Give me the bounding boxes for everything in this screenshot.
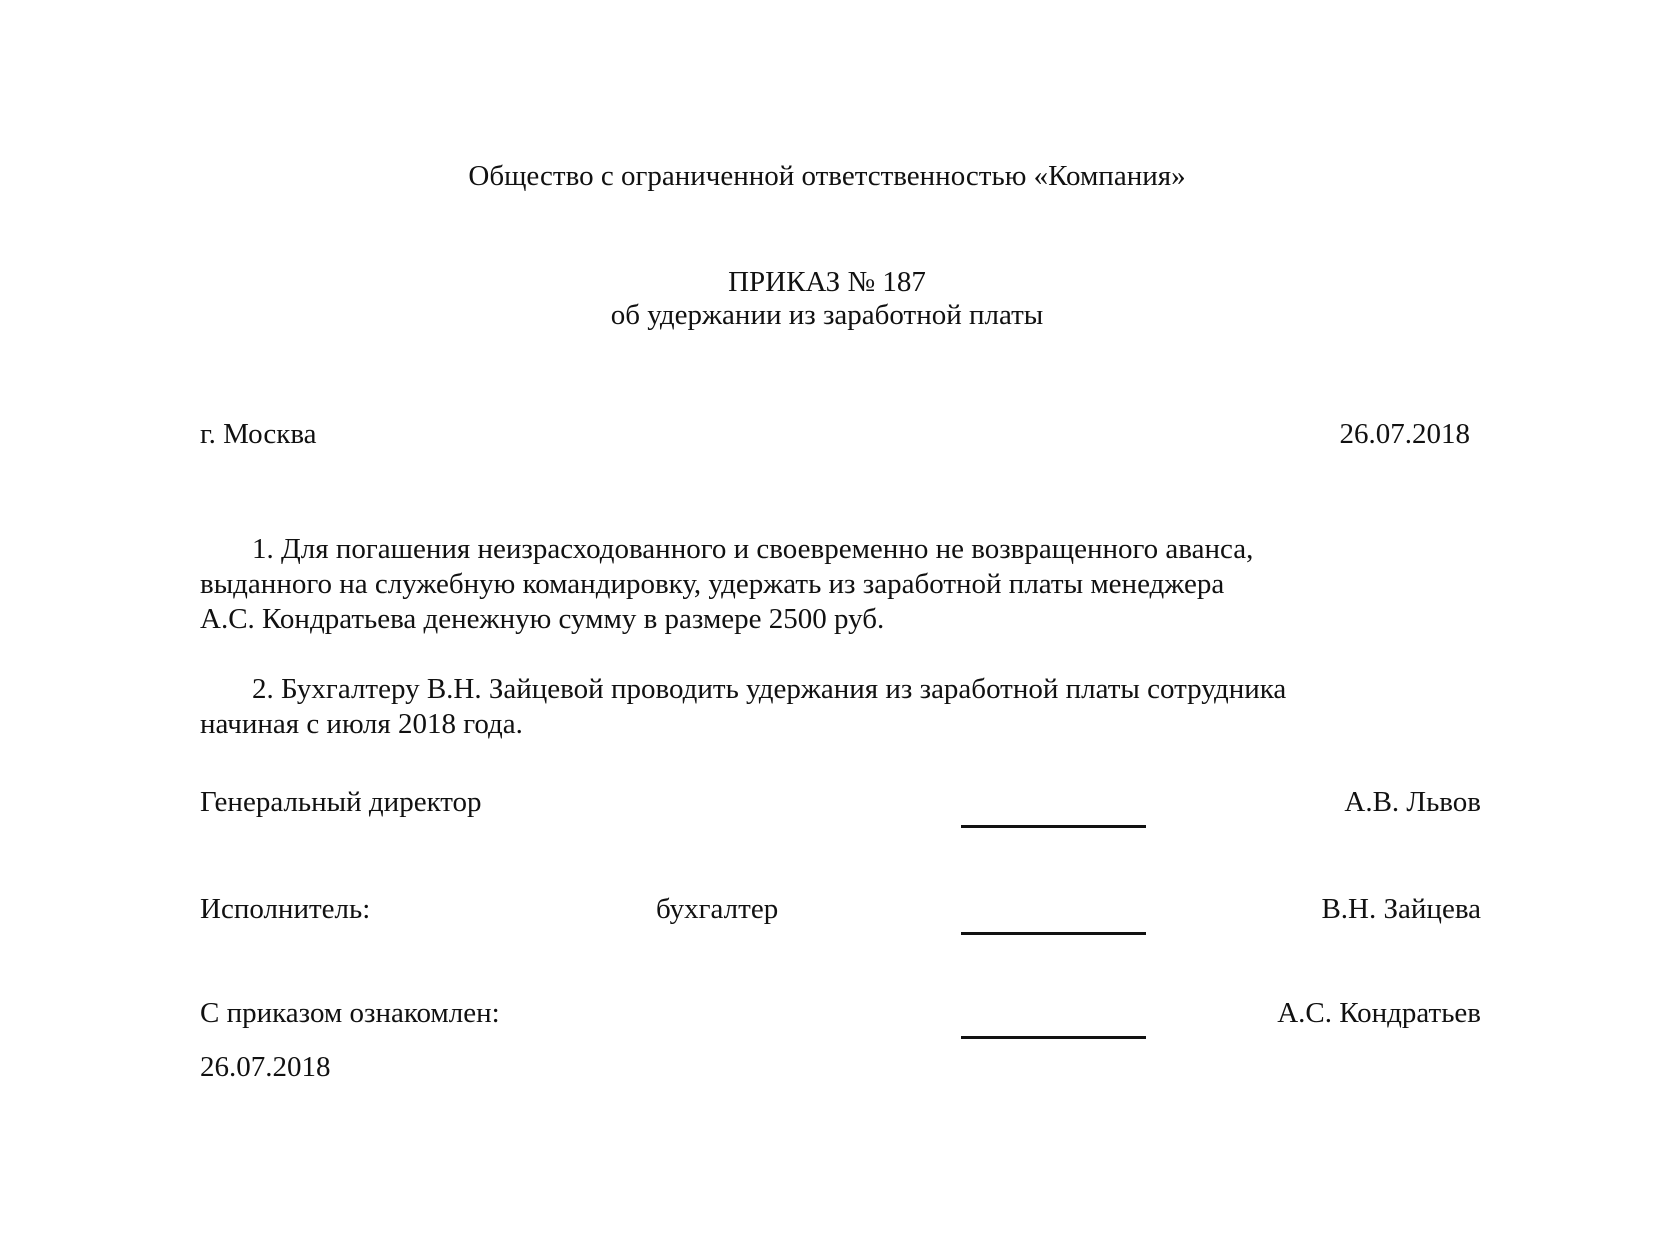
- city: г. Москва: [200, 418, 317, 450]
- executor-signature-line: [961, 932, 1146, 935]
- acknowledged-name: А.С. Кондратьев: [1277, 997, 1481, 1029]
- order-date: 26.07.2018: [1339, 418, 1470, 450]
- order-subject: об удержании из заработной платы: [610, 299, 1044, 331]
- organization-name: Общество с ограниченной ответственностью «Компания»: [468, 160, 1186, 192]
- paragraph-2-line-2: начиная с июля 2018 года.: [200, 708, 523, 740]
- acknowledged-label: С приказом ознакомлен:: [200, 997, 500, 1029]
- paragraph-1-line-1: 1. Для погашения неизрасходованного и своевременно не возвращенного аванса,: [252, 533, 1254, 565]
- director-role: Генеральный директор: [200, 786, 482, 818]
- director-signature-line: [961, 825, 1146, 828]
- paragraph-1-line-3: А.С. Кондратьева денежную сумму в размере 2500 руб.: [200, 603, 885, 635]
- paragraph-2-line-1: 2. Бухгалтеру В.Н. Зайцевой проводить удержания из заработной платы сотрудника: [252, 673, 1287, 705]
- executor-label: Исполнитель:: [200, 893, 371, 925]
- executor-name: В.Н. Зайцева: [1321, 893, 1481, 925]
- executor-position: бухгалтер: [656, 893, 779, 925]
- acknowledged-date: 26.07.2018: [200, 1051, 331, 1083]
- acknowledged-signature-line: [961, 1036, 1146, 1039]
- paragraph-1-line-2: выданного на служебную командировку, удержать из заработной платы менеджера: [200, 568, 1225, 600]
- order-title: ПРИКАЗ № 187: [728, 266, 926, 298]
- director-name: А.В. Львов: [1344, 786, 1481, 818]
